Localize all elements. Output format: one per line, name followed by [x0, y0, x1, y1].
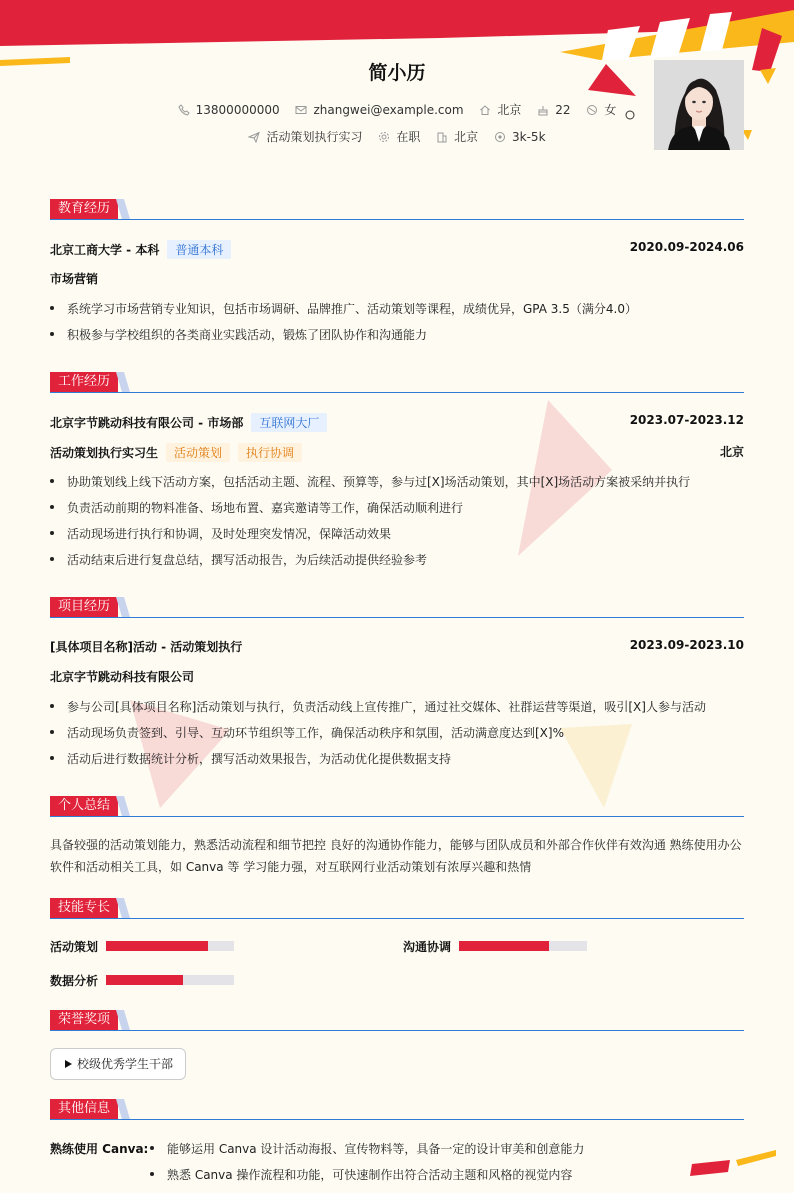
play-icon [63, 1059, 73, 1069]
age-item [537, 103, 570, 117]
section-divider [50, 219, 744, 220]
skill-bar-fill [459, 941, 549, 951]
bullet-dot [50, 557, 54, 561]
education-date: 2020.09-2024.06 [629, 240, 744, 254]
education-heading: 教育经历 [50, 199, 118, 219]
profile-photo [654, 60, 744, 150]
other-heading: 其他信息 [50, 1099, 118, 1119]
list-item: 活动现场进行执行和协调，及时处理突发情况，保障活动效果 [50, 525, 750, 542]
status-item [378, 128, 420, 145]
building-icon [436, 131, 448, 143]
skill-name: 沟通协调 [403, 940, 452, 954]
summary-text: 具备较强的活动策划能力，熟悉活动流程和细节把控 良好的沟通协作能力，能够与团队成员和外部合作伙伴有效沟通 熟练使用办公软件和活动相关工具，如 Canva 等 学习能力强，对互联网行业活动策划有浓厚兴趣和热情 [50, 838, 742, 874]
role-name: 活动策划执行实习生 [50, 446, 159, 460]
target-city-item [436, 128, 478, 145]
email-text: zhangwei@example.com [313, 103, 464, 117]
award-label: 校级优秀学生干部 [77, 1057, 174, 1071]
heading-tail-decoration [116, 898, 146, 918]
target-city-text: 北京 [454, 130, 479, 144]
work-date: 2023.07-2023.12 [629, 413, 744, 427]
bullet-dot [50, 531, 54, 535]
heading-tail-decoration [116, 1010, 146, 1030]
phone-text: 13800000000 [195, 103, 280, 117]
mail-icon [295, 104, 307, 116]
list-item: 负责活动前期的物料准备、场地布置、嘉宾邀请等工作，确保活动顺利进行 [50, 499, 750, 516]
awards-heading: 荣誉奖项 [50, 1010, 118, 1030]
bullet-dot [50, 505, 54, 509]
other-label: 熟练使用 Canva: [50, 1142, 149, 1156]
phone-item [178, 103, 280, 117]
bullet-dot [50, 306, 54, 310]
list-item: 参与公司[具体项目名称]活动策划与执行，负责活动线上宣传推广，通过社交媒体、社群运营等渠道，吸引[X]人参与活动 [50, 698, 750, 715]
home-icon [479, 104, 491, 116]
age-text: 22 [555, 103, 571, 117]
project-date: 2023.09-2023.10 [629, 638, 744, 652]
list-item: 熟悉 Canva 操作流程和功能，可快速制作出符合活动主题和风格的视觉内容 [150, 1166, 750, 1183]
school-name: 北京工商大学 - 本科 [50, 243, 160, 257]
list-item: 活动现场负责签到、引导、互动环节组织等工作，确保活动秩序和氛围，活动满意度达到[X]% [50, 724, 750, 741]
bullet-dot [150, 1146, 154, 1150]
project-org: 北京字节跳动科技有限公司 [50, 670, 195, 684]
section-divider [50, 918, 744, 919]
skill-bar-fill [106, 941, 208, 951]
company-name: 北京字节跳动科技有限公司 - 市场部 [50, 416, 244, 430]
skills-heading: 技能专长 [50, 898, 118, 918]
skill-name: 活动策划 [50, 940, 99, 954]
skill-bar [459, 941, 587, 951]
section-divider [50, 392, 744, 393]
section-divider [50, 1030, 744, 1031]
list-item: 协助策划线上线下活动方案，包括活动主题、流程、预算等，参与过[X]场活动策划，其中[X]场活动方案被采纳并执行 [50, 473, 750, 490]
skill-name: 数据分析 [50, 974, 99, 988]
heading-tail-decoration [116, 199, 146, 219]
heading-tail-decoration [116, 372, 146, 392]
heading-tail-decoration [116, 796, 146, 816]
summary-heading: 个人总结 [50, 796, 118, 816]
job-item [248, 128, 362, 145]
gender-item [586, 101, 616, 118]
company-tag: 互联网大厂 [251, 413, 327, 432]
send-icon [248, 131, 260, 143]
heading-tail-decoration [116, 597, 146, 617]
cake-icon [537, 104, 549, 116]
education-school-row [50, 240, 231, 259]
resume-name: 简小历 [368, 62, 426, 84]
salary-item [494, 130, 546, 144]
target-job-text: 活动策划执行实习 [266, 130, 363, 144]
gear-icon [378, 131, 390, 143]
list-item: 活动后进行数据统计分析，撰写活动效果报告，为活动优化提供数据支持 [50, 750, 750, 767]
status-text: 在职 [396, 130, 421, 144]
bullet-dot [50, 704, 54, 708]
bullet-dot [50, 756, 54, 760]
project-name: [具体项目名称]活动 - 活动策划执行 [50, 640, 243, 654]
role-tag: 活动策划 [166, 443, 230, 462]
city-text: 北京 [497, 103, 522, 117]
award-chip[interactable] [50, 1048, 186, 1080]
list-item: 能够运用 Canva 设计活动海报、宣传物料等，具备一定的设计审美和创意能力 [150, 1140, 750, 1157]
city-item [479, 101, 521, 118]
work-location: 北京 [719, 445, 744, 459]
skill-bar [106, 941, 234, 951]
email-item [295, 103, 463, 117]
bullet-dot [150, 1172, 154, 1176]
bullet-dot [50, 332, 54, 336]
gender-icon [586, 104, 598, 116]
heading-tail-decoration [116, 1099, 146, 1119]
project-heading: 项目经历 [50, 597, 118, 617]
list-item: 积极参与学校组织的各类商业实践活动，锻炼了团队协作和沟通能力 [50, 326, 750, 343]
work-role-row [50, 443, 302, 462]
education-major: 市场营销 [50, 272, 99, 286]
list-item: 活动结束后进行复盘总结，撰写活动报告，为后续活动提供经验参考 [50, 551, 750, 568]
section-divider [50, 617, 744, 618]
skill-bar-fill [106, 975, 183, 985]
bullet-dot [50, 730, 54, 734]
salary-text: 3k-5k [512, 130, 546, 144]
section-divider [50, 1119, 744, 1120]
gender-text: 女 [604, 103, 617, 117]
work-company-row [50, 413, 327, 432]
role-tag: 执行协调 [238, 443, 302, 462]
work-heading: 工作经历 [50, 372, 118, 392]
degree-tag: 普通本科 [167, 240, 231, 259]
list-item: 系统学习市场营销专业知识，包括市场调研、品牌推广、活动策划等课程，成绩优异，GPA 3.5（满分4.0） [50, 300, 750, 317]
salary-icon [494, 131, 506, 143]
section-divider [50, 816, 744, 817]
phone-icon [178, 104, 190, 116]
avatar-portrait [654, 60, 744, 150]
skill-bar [106, 975, 234, 985]
bullet-dot [50, 479, 54, 483]
